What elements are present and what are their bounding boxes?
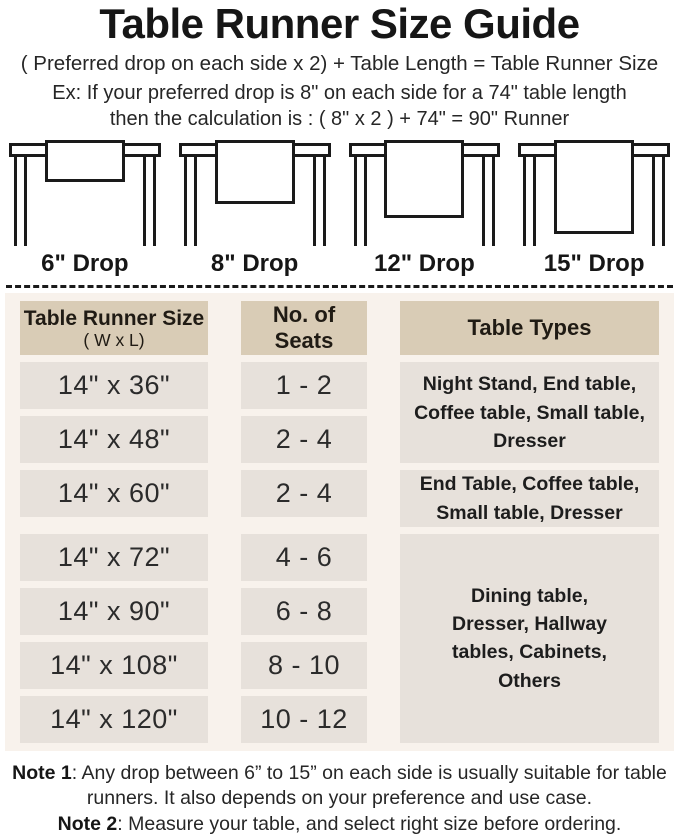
table-side-view-6: [7, 140, 163, 246]
table-side-view-12: [347, 140, 503, 246]
size-cell: 14" x 48": [20, 416, 208, 463]
drop-label-6: 6" Drop: [41, 250, 129, 278]
page-title: Table Runner Size Guide: [99, 0, 580, 47]
size-cell: 14" x 120": [20, 696, 208, 743]
seats-cell: 2 - 4: [241, 470, 367, 517]
dashed-divider: [6, 285, 673, 288]
size-cell: 14" x 72": [20, 534, 208, 581]
size-table: [20, 301, 659, 743]
table-leg-left: [523, 156, 536, 246]
note1-text: : Any drop between 6” to 15” on each side is usually suitable for table runners. It also depends on your preference and use case.: [71, 761, 667, 810]
example-line-1: Ex: If your preferred drop is 8" on each side for a 74" table length: [52, 82, 627, 105]
table-leg-left: [14, 156, 27, 246]
note1-label: Note 1: [12, 761, 72, 784]
seats-cell: 1 - 2: [241, 362, 367, 409]
drop-illustration-6: [0, 140, 170, 278]
size-cell: 14" x 108": [20, 642, 208, 689]
seats-cell: 8 - 10: [241, 642, 367, 689]
drop-illustration-15: [509, 140, 679, 278]
runner-shape-12: [384, 140, 464, 218]
drop-label-8: 8" Drop: [210, 250, 299, 278]
table-leg-left: [184, 156, 197, 246]
drop-label-15: 15" Drop: [543, 250, 645, 278]
note1: [12, 762, 667, 809]
seats-cell: 10 - 12: [241, 696, 367, 743]
runner-shape-15: [554, 140, 634, 234]
table-types-group-1: Night Stand, End table, Coffee table, Small table, Dresser: [400, 362, 659, 463]
table-types-group-2: End Table, Coffee table, Small table, Dresser: [400, 470, 659, 527]
drop-illustration-8: [170, 140, 340, 278]
column-header-runner-size: [20, 301, 208, 355]
table-leg-right: [652, 156, 665, 246]
size-table-panel: [5, 293, 674, 751]
size-cell: 14" x 60": [20, 470, 208, 517]
table-leg-right: [482, 156, 495, 246]
formula-text: ( Preferred drop on each side x 2) + Table Length = Table Runner Size: [20, 52, 659, 76]
drop-illustration-12: [340, 140, 510, 278]
note2: [58, 813, 622, 835]
table-types-group-3: Dining table, Dresser, Hallway tables, Cabinets, Others: [400, 534, 659, 743]
size-cell: 14" x 90": [20, 588, 208, 635]
table-side-view-15: [516, 140, 672, 246]
column-header-seats: No. of Seats: [241, 301, 367, 355]
seats-cell: 4 - 6: [241, 534, 367, 581]
header-runner-size-line2: ( W x L): [83, 329, 145, 350]
table-side-view-8: [177, 140, 333, 246]
note2-text: : Measure your table, and select right size before ordering.: [117, 812, 622, 835]
runner-shape-8: [215, 140, 295, 204]
drop-illustrations: [0, 140, 679, 278]
seats-cell: 2 - 4: [241, 416, 367, 463]
table-leg-left: [354, 156, 367, 246]
seats-cell: 6 - 8: [241, 588, 367, 635]
runner-shape-6: [45, 140, 125, 182]
table-leg-right: [143, 156, 156, 246]
header-runner-size-line1: Table Runner Size: [23, 306, 205, 330]
size-cell: 14" x 36": [20, 362, 208, 409]
table-leg-right: [313, 156, 326, 246]
column-header-table-types: Table Types: [400, 301, 659, 355]
page-header: [0, 0, 679, 131]
drop-label-12: 12" Drop: [374, 250, 475, 278]
example-line-2: then the calculation is : ( 8" x 2 ) + 74" = 90" Runner: [109, 108, 570, 131]
note2-label: Note 2: [57, 812, 118, 835]
